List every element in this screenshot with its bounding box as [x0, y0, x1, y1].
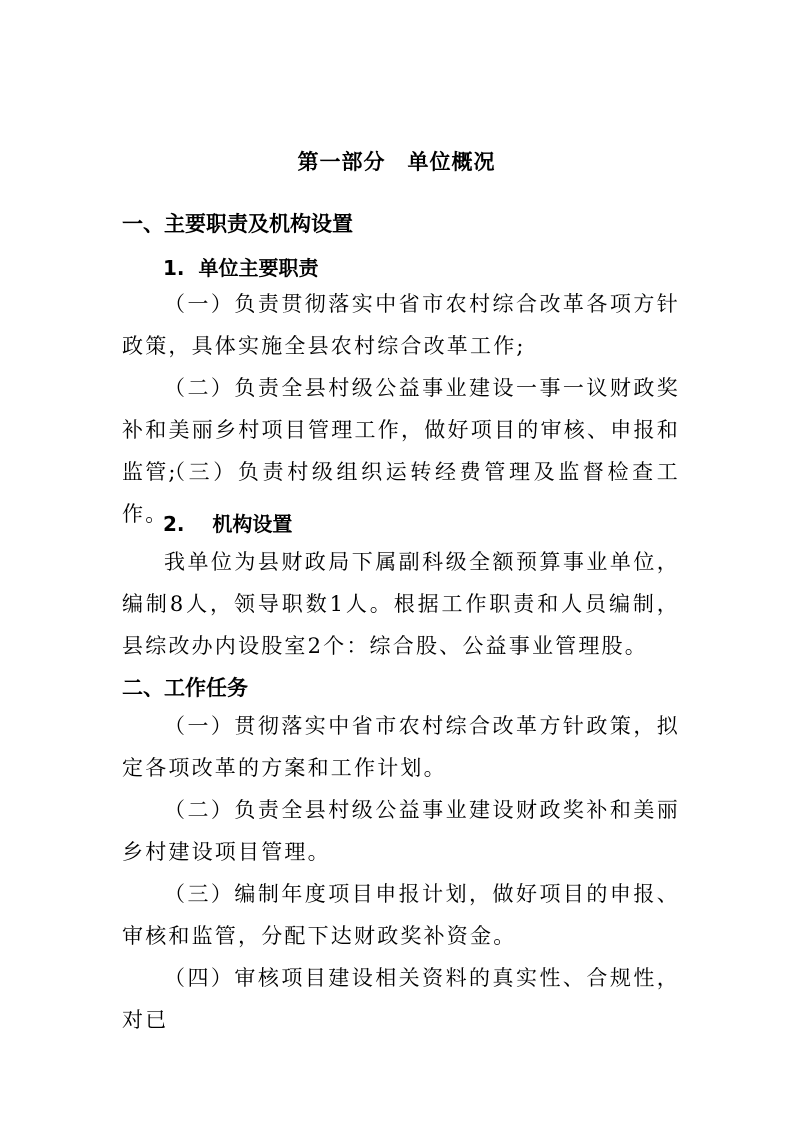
- section-heading-responsibilities: 一、主要职责及机构设置: [122, 212, 353, 236]
- page-title: 第一部分 单位概况: [297, 150, 496, 174]
- task-paragraph: （四）审核项目建设相关资料的真实性、合规性，对已: [122, 966, 680, 1032]
- task-paragraph: （三）编制年度项目申报计划，做好项目的申报、审核和监管，分配下达财政奖补资金。: [122, 882, 680, 948]
- duty-paragraph: （二）负责全县村级公益事业建设一事一议财政奖补和美丽乡村项目管理工作，做好项目的审核、申报和监管;: [122, 376, 680, 484]
- section-heading-tasks: 二、工作任务: [122, 676, 248, 700]
- duty-paragraph: （三）负责村级组织运转经费管理及监督检查工作。: [122, 460, 680, 526]
- subsection-heading-organization: 2. 机构设置: [163, 512, 293, 536]
- task-paragraph: （一）贯彻落实中省市农村综合改革方针政策，拟定各项改革的方案和工作计划。: [122, 714, 680, 780]
- organization-paragraph: 我单位为县财政局下属副科级全额预算事业单位，编制8人，领导职数1人。根据工作职责和人员编制，县综改办内设股室2个：综合股、公益事业管理股。: [122, 550, 680, 658]
- subsection-heading-main-duties: 1. 单位主要职责: [163, 256, 319, 280]
- task-paragraph: （二）负责全县村级公益事业建设财政奖补和美丽乡村建设项目管理。: [122, 798, 680, 864]
- duty-paragraph: （一）负责贯彻落实中省市农村综合改革各项方针政策，具体实施全县农村综合改革工作;: [122, 292, 680, 358]
